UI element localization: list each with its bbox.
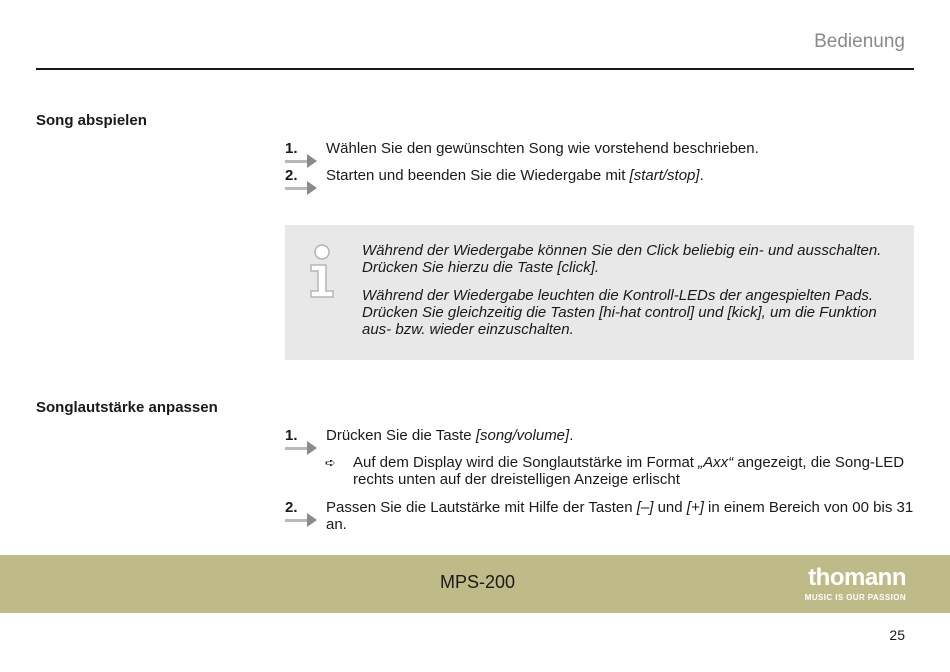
result-text	[353, 454, 915, 488]
result-line	[325, 454, 915, 488]
heading-song-volume: Songlautstärke anpassen	[36, 399, 218, 416]
step-arrow-icon	[285, 441, 317, 455]
info-icon	[307, 243, 337, 299]
note-paragraph-1: Während der Wiedergabe können Sie den Click beliebig ein- und ausschalten. Drücken Sie hierzu die Taste [click].	[362, 242, 882, 276]
step-text-c: in einem Bereich von 00 bis 31 an.	[326, 499, 914, 533]
step-text-a: Passen Sie die Lautstärke mit Hilfe der Tasten	[326, 499, 637, 516]
step-arrow-icon	[285, 154, 317, 168]
model-name: MPS-200	[440, 572, 516, 592]
step-1-volume	[285, 427, 915, 444]
step-text-main: Starten und beenden Sie die Wiedergabe mit	[326, 167, 630, 184]
header-rule	[36, 68, 914, 70]
key-song-volume: [song/volume]	[475, 427, 570, 444]
step-arrow-icon	[285, 181, 317, 195]
step-text	[326, 167, 915, 184]
step-number: 1.	[285, 140, 298, 157]
step-text-b: und	[653, 499, 687, 516]
info-note	[285, 225, 914, 360]
thomann-logo	[804, 564, 906, 602]
step-number: 2.	[285, 167, 298, 184]
footer-band	[0, 555, 950, 613]
step-number: 2.	[285, 499, 298, 516]
section-title: Bedienung	[814, 31, 905, 52]
key-start-stop: [start/stop]	[629, 167, 700, 184]
step-text-main: Drücken Sie die Taste	[326, 427, 476, 444]
step-2-play	[285, 167, 915, 184]
logo-wordmark: thomann	[808, 564, 906, 591]
step-arrow-icon	[285, 513, 317, 527]
step-1-play	[285, 140, 915, 157]
result-text-main: Auf dem Display wird die Songlautstärke im Format	[353, 454, 699, 471]
key-plus: [+]	[686, 499, 704, 516]
step-text-end: .	[699, 167, 704, 184]
note-paragraph-2: Während der Wiedergabe leuchten die Kontroll-LEDs der angespielten Pads. Drücken Sie gleichzeitig die Tasten [hi-hat control] und [kick], um die Funktion aus- bzw. wieder einzuschalten.	[362, 287, 877, 338]
logo-tagline: MUSIC IS OUR PASSION	[804, 593, 906, 602]
heading-song-play: Song abspielen	[36, 112, 147, 129]
page-number: 25	[889, 627, 905, 643]
format-axx: „Axx“	[698, 454, 734, 471]
step-2-volume	[285, 499, 915, 533]
step-text	[326, 427, 915, 444]
result-arrow-icon: ➪	[325, 455, 336, 470]
result-text-end: angezeigt, die Song-LED rechts unten auf der dreistelligen Anzeige erlischt	[353, 454, 905, 488]
step-text	[326, 499, 915, 533]
key-minus: [–]	[636, 499, 654, 516]
step-text-end: .	[569, 427, 574, 444]
step-number: 1.	[285, 427, 298, 444]
step-text: Wählen Sie den gewünschten Song wie vorstehend beschrieben.	[326, 140, 759, 157]
